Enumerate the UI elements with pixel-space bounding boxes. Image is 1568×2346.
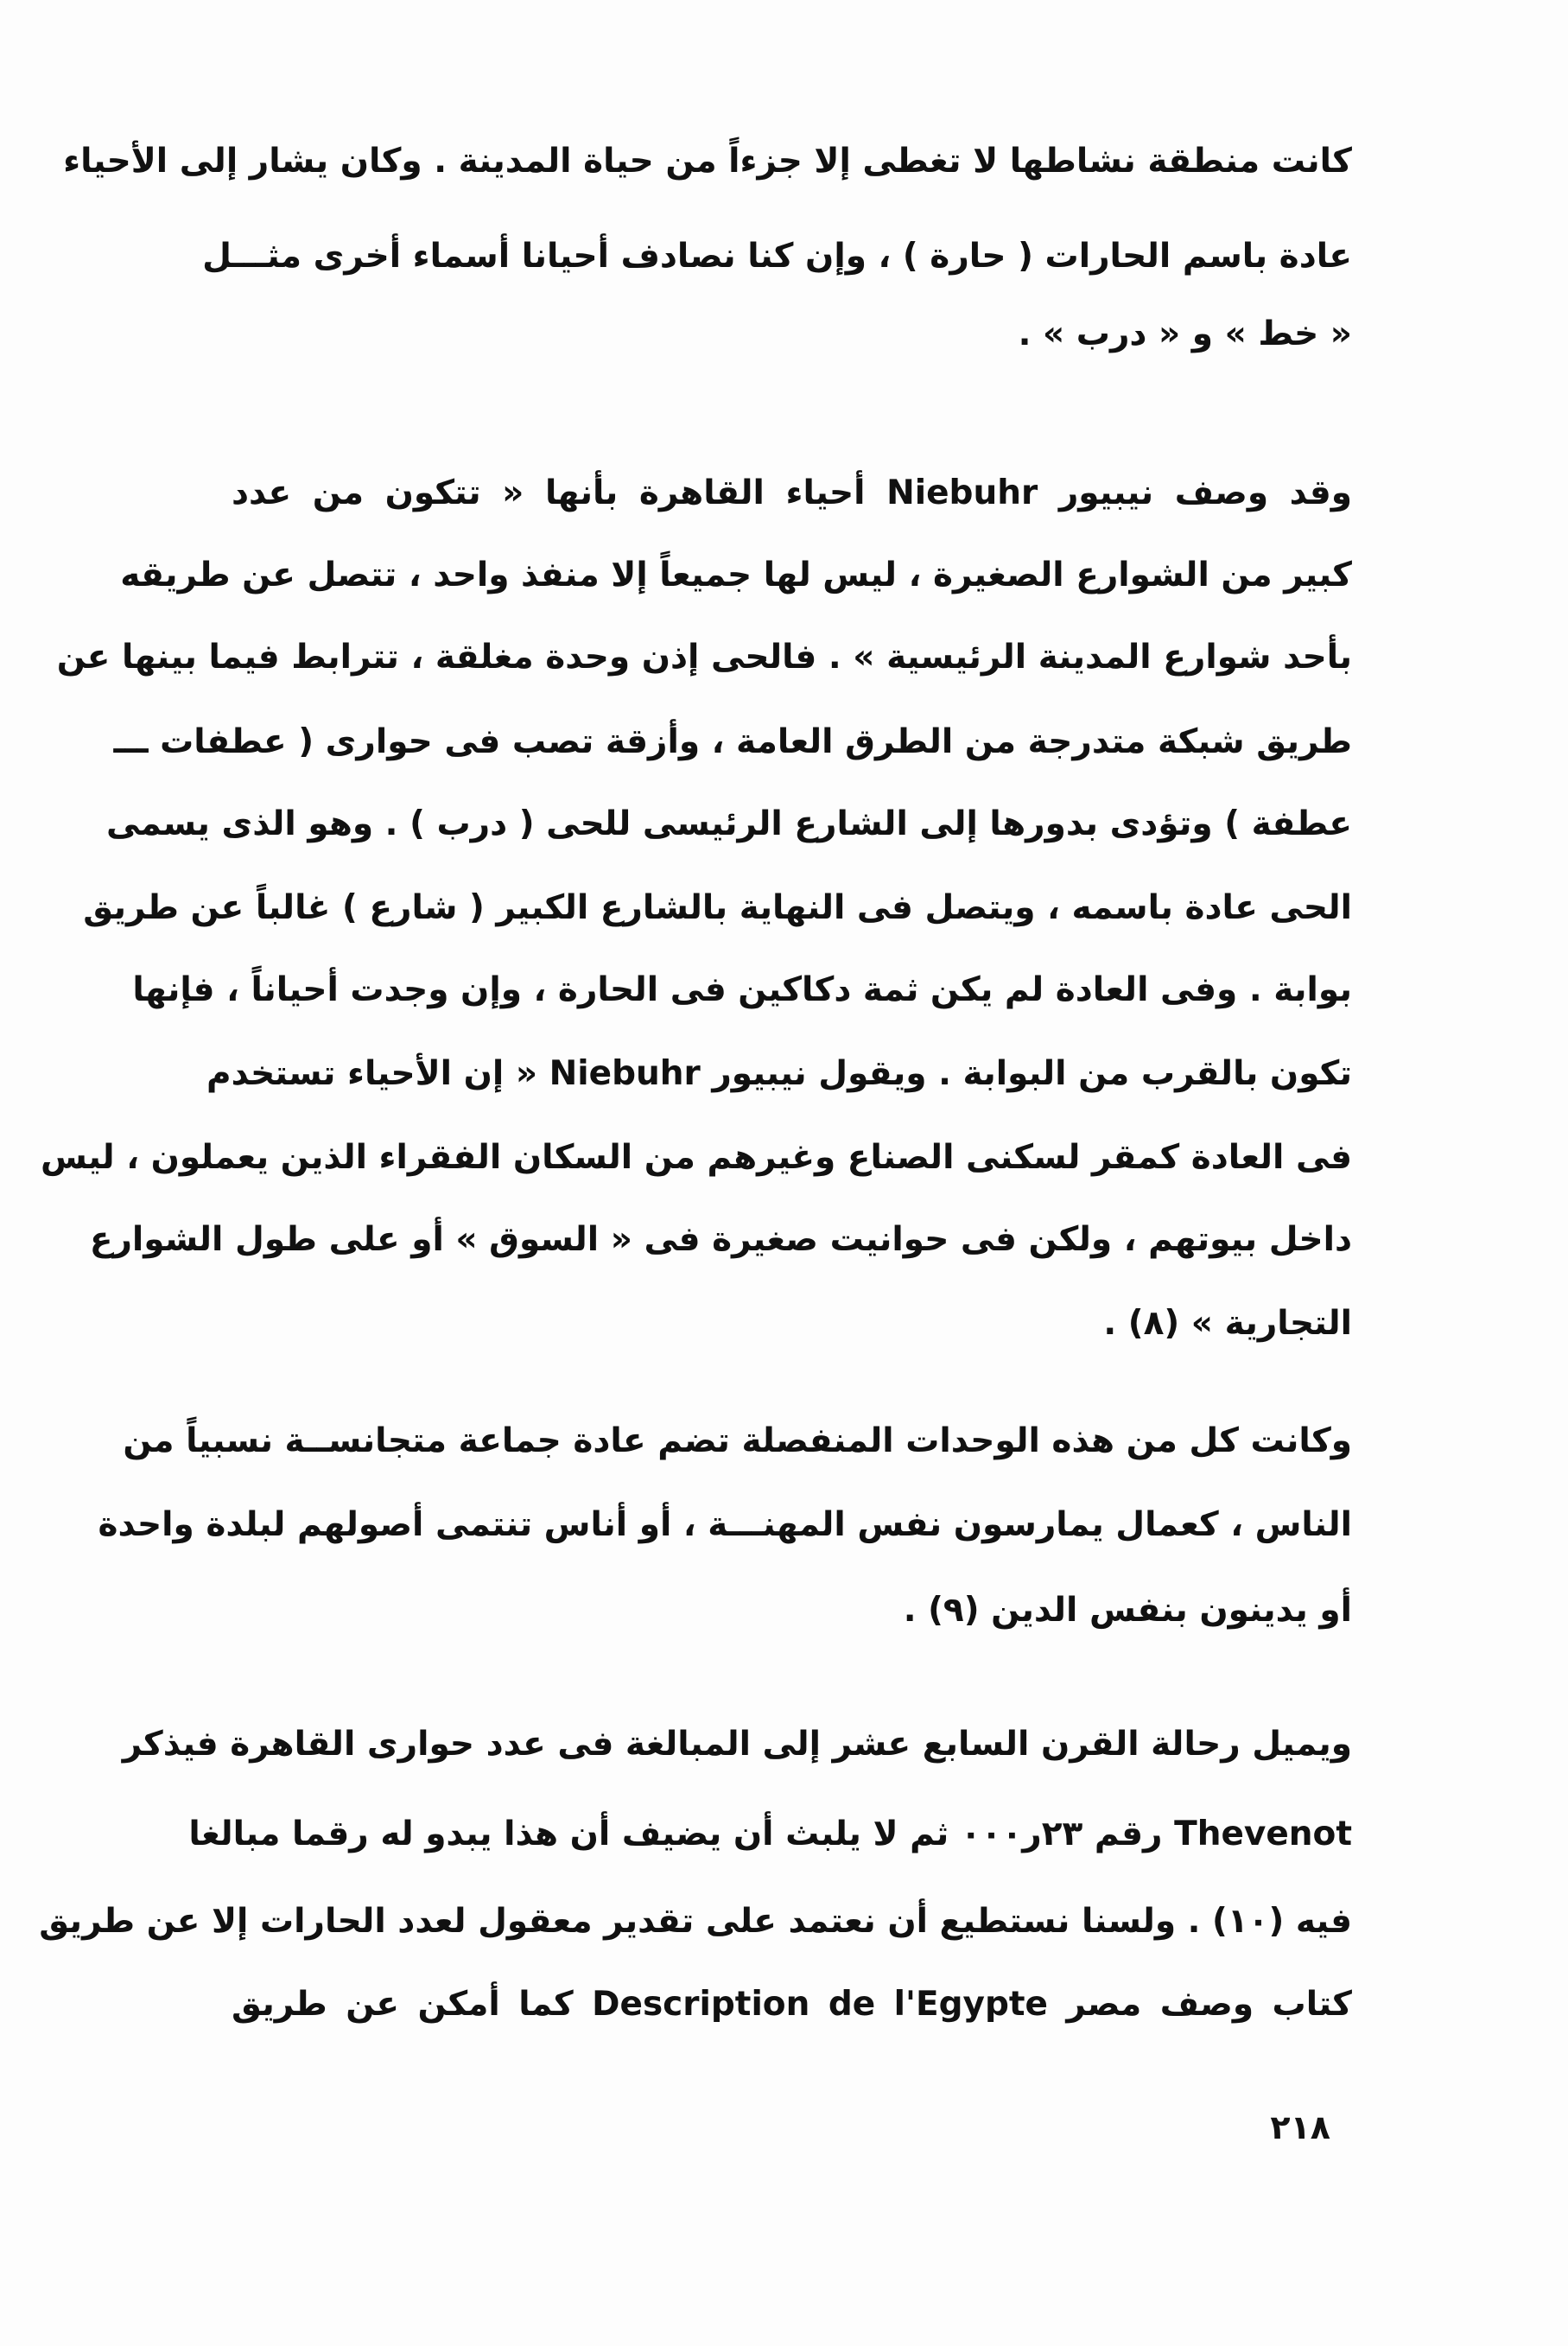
text-line: التجارية » (٨) .: [1103, 1304, 1352, 1343]
text-line: بوابة . وفى العادة لم يكن ثمة دكاكين فى الحارة ، وإن وجدت أحياناً ، فإنها: [132, 970, 1352, 1009]
text-line: Thevenot رقم ٢٣ر٠٠٠ ثم لا يلبث أن يضيف أن هذا يبدو له رقما مبالغا: [188, 1815, 1352, 1853]
text-line: فى العادة كمقر لسكنى الصناع وغيرهم من السكان الفقراء الذين يعملون ، ليس: [40, 1138, 1352, 1177]
text-line: داخل بيوتهم ، ولكن فى حوانيت صغيرة فى « السوق » أو على طول الشوارع: [89, 1220, 1352, 1259]
text-line: كتاب وصف مصر Description de l'Egypte كما أمكن عن طريق: [232, 1985, 1352, 2024]
text-line: الحى عادة باسمه ، ويتصل فى النهاية بالشارع الكبير ( شارع ) غالباً عن طريق: [83, 888, 1352, 927]
text-line: تكون بالقرب من البوابة . ويقول نيبيور Niebuhr « إن الأحياء تستخدم: [206, 1054, 1352, 1093]
text-line: عطفة ) وتؤدى بدورها إلى الشارع الرئيسى للحى ( درب ) . وهو الذى يسمى: [106, 804, 1352, 843]
text-line: فيه (١٠) . ولسنا نستطيع أن نعتمد على تقدير معقول لعدد الحارات إلا عن طريق: [39, 1902, 1352, 1941]
text-line: وقد وصف نيبيور Niebuhr أحياء القاهرة بأنها « تتكون من عدد: [232, 474, 1352, 512]
text-line: كانت منطقة نشاطها لا تغطى إلا جزءاً من حياة المدينة . وكان يشار إلى الأحياء: [63, 142, 1352, 181]
text-line: الناس ، كعمال يمارسون نفس المهنـــة ، أو أناس تنتمى أصولهم لبلدة واحدة: [98, 1505, 1352, 1544]
text-line: « خط » و « درب » .: [1018, 315, 1352, 353]
text-line: أو يدينون بنفس الدين (٩) .: [903, 1591, 1352, 1630]
text-line: ويميل رحالة القرن السابع عشر إلى المبالغة فى عدد حوارى القاهرة فيذكر: [122, 1725, 1352, 1764]
text-line: كبير من الشوارع الصغيرة ، ليس لها جميعاً إلا منفذ واحد ، تتصل عن طريقه: [120, 556, 1352, 594]
text-line: طريق شبكة متدرجة من الطرق العامة ، وأزقة تصب فى حوارى ( عطفات ـــ: [113, 722, 1352, 761]
text-line: بأحد شوارع المدينة الرئيسية » . فالحى إذن وحدة مغلقة ، تترابط فيما بينها عن: [56, 638, 1352, 677]
text-line: وكانت كل من هذه الوحدات المنفصلة تضم عادة جماعة متجانســة نسبياً من: [123, 1421, 1352, 1460]
page-number: ٢١٨: [1270, 2108, 1330, 2146]
text-line: عادة باسم الحارات ( حارة ) ، وإن كنا نصادف أحيانا أسماء أخرى مثـــل: [202, 237, 1352, 276]
